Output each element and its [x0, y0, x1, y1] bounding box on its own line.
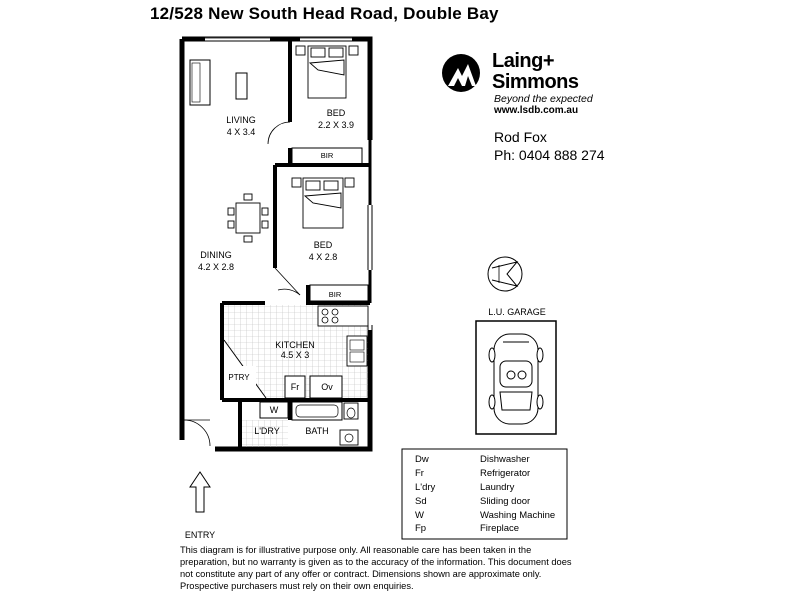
dining-size: 4.2 X 2.8	[197, 262, 235, 272]
living-size: 4 X 3.4	[226, 127, 256, 137]
fridge-label: Fr	[290, 382, 300, 392]
car-icon	[489, 334, 543, 424]
bed1-size: 2.2 X 3.9	[317, 120, 355, 130]
bir1-label: BIR	[320, 151, 334, 160]
laing-simmons-logo-icon	[442, 54, 480, 92]
bed2-size: 4 X 2.8	[308, 252, 338, 262]
agent-phone[interactable]: Ph: 0404 888 274	[494, 147, 605, 163]
coffee-table	[236, 73, 247, 99]
bath-label: BATH	[305, 426, 329, 436]
legend-meaning: Laundry	[480, 482, 515, 493]
legend-code: Fp	[415, 523, 427, 534]
entry-arrow-icon	[190, 472, 210, 512]
dining-table	[228, 194, 268, 242]
washer-label: W	[269, 405, 279, 415]
brand-website-link[interactable]: www.lsdb.com.au	[494, 105, 579, 116]
brand-tagline: Beyond the expected	[494, 93, 593, 105]
kitchen-label: KITCHEN	[275, 340, 315, 350]
laundry-label: L'DRY	[254, 426, 280, 436]
legend-code: W	[415, 510, 424, 521]
brand-name-line2: Simmons	[492, 71, 579, 93]
bed-1-furniture	[296, 46, 358, 98]
page-title: 12/528 New South Head Road, Double Bay	[150, 4, 499, 23]
garage-label: L.U. GARAGE	[488, 307, 546, 317]
legend-code: Sd	[415, 496, 427, 507]
legend-code: Fr	[415, 468, 424, 479]
bed1-label: BED	[326, 108, 346, 118]
agent-contact	[494, 128, 605, 164]
pantry-label: PTRY	[228, 373, 250, 382]
basin	[340, 430, 358, 445]
toilet	[344, 403, 358, 419]
legend-code: Dw	[415, 454, 429, 465]
dining-label: DINING	[200, 250, 232, 260]
entry-label: ENTRY	[184, 530, 216, 540]
disclaimer-text: This diagram is for illustrative purpose only. All reasonable care has been taken in the preparation, but no warranty is given as to the accuracy of the information. This document does not constitute any part of any offer or contract. Dimensions shown are approximate only. Prospective purchasers must rely on their own enquiries.	[180, 545, 572, 591]
oven-label: Ov	[321, 382, 333, 392]
bir2-label: BIR	[328, 290, 342, 299]
compass-icon	[488, 257, 522, 291]
legend-meaning: Washing Machine	[480, 510, 556, 521]
legend-code: L'dry	[415, 482, 436, 493]
legend-meaning: Dishwasher	[480, 454, 530, 465]
legend-meaning: Refrigerator	[480, 468, 531, 479]
agent-name: Rod Fox	[494, 129, 547, 145]
brand-name-line1: Laing+	[492, 50, 555, 72]
kitchen-size: 4.5 X 3	[280, 350, 310, 360]
living-label: LIVING	[226, 115, 256, 125]
bed2-label: BED	[313, 240, 333, 250]
legend-meaning: Sliding door	[480, 496, 531, 507]
bed-2-furniture	[292, 178, 354, 228]
legend-meaning: Fireplace	[480, 523, 520, 534]
